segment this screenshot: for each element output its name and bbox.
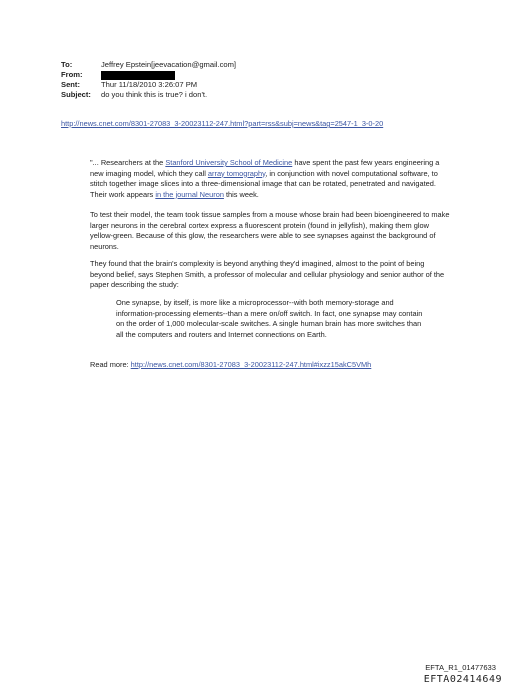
article-paragraph-3: They found that the brain's complexity is beyond anything they'd imagined, almost to the point of being beyond belief, says Stephen Smith, a professor of molecular and cellular physiology and senior author of the paper describing the study: (90, 259, 445, 289)
redaction-block (101, 71, 175, 80)
read-more-label: Read more: (90, 360, 131, 369)
block-quote: One synapse, by itself, is more like a microprocessor--with both memory-storage and information-processing elements--than a mere on/off switch. In fact, one synapse may contain on the order of 1,000 molecular-scale switches. A single human brain has more switches than all the computers and routers and Internet connections on Earth. (116, 298, 423, 339)
to-label: To: (61, 60, 73, 69)
to-value: Jeffrey Epstein[jeevacation@gmail.com] (101, 60, 237, 69)
article-paragraph-1 (90, 158, 450, 200)
p1-text-4: this week. (223, 189, 259, 199)
subject-value: do you think this is true? i don't. (101, 90, 208, 99)
read-more-row (90, 360, 371, 369)
email-header (61, 60, 236, 100)
sent-value: Thur 11/18/2010 3:26:07 PM (101, 80, 198, 89)
subject-label: Subject: (61, 90, 91, 99)
from-row (61, 70, 236, 80)
from-label: From: (61, 70, 83, 79)
stanford-link[interactable]: Stanford University School of Medicine (165, 158, 293, 167)
array-tomography-link[interactable]: array tomography (207, 168, 266, 178)
p1-text-3: , in conjunction with novel computational software, to stitch together image slices into a three-dimensional image that can be rotated, penetrated and navigated. Their work appears (90, 168, 438, 199)
bates-stamp-2: EFTA02414649 (423, 674, 502, 685)
source-link-row (61, 119, 383, 128)
neuron-journal-link[interactable]: in the journal Neuron (155, 189, 224, 199)
to-row (61, 60, 236, 70)
source-link[interactable]: http://news.cnet.com/8301-27083_3-20023112-247.html?part=rss&subj=news&tag=2547-1_3-0-20 (61, 119, 384, 128)
p1-text-2: have spent the past few years engineering a new imaging model, which they call (90, 158, 440, 178)
sent-row (61, 80, 236, 90)
subject-row (61, 90, 236, 100)
bates-stamp-1: EFTA_R1_01477633 (425, 663, 496, 672)
read-more-link[interactable]: http://news.cnet.com/8301-27083_3-20023112-247.html#ixzz15akC5VMh (130, 360, 372, 369)
article-paragraph-2: To test their model, the team took tissue samples from a mouse whose brain had been bioengineered to make larger neurons in the cerebral cortex express a fluorescent protein (found in jellyfish), making them glow yellow-green. Because of this glow, the researchers were able to see synapses against the background of neurons. (90, 210, 450, 251)
p1-text-1: "... Researchers at the (90, 158, 166, 167)
sent-label: Sent: (61, 80, 80, 89)
